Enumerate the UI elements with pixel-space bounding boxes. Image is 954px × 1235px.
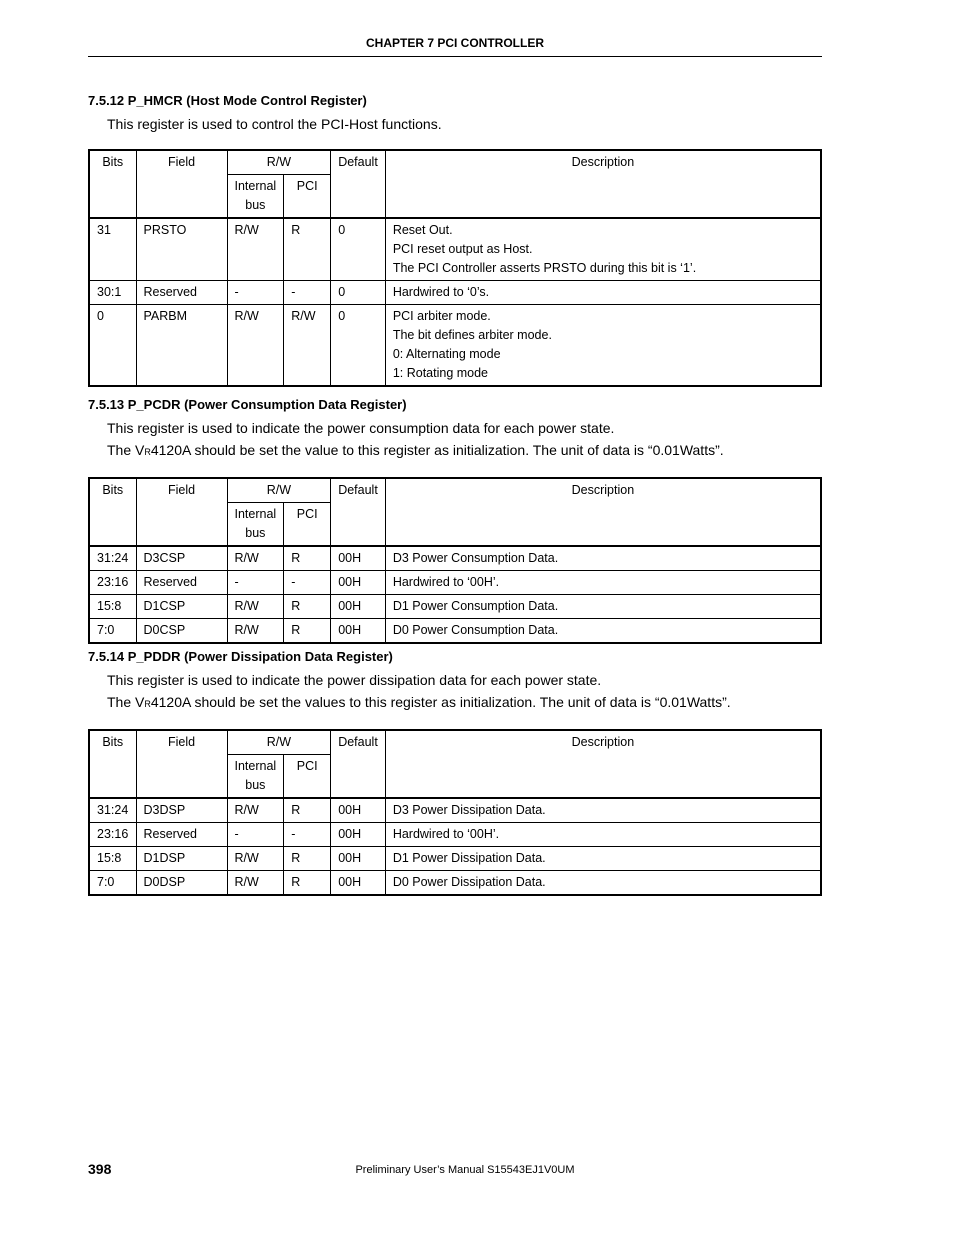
section-p-pddr xyxy=(88,649,822,896)
table-row xyxy=(89,823,821,847)
cell-bits: 7:0 xyxy=(89,871,136,896)
description-line: Reset Out. xyxy=(392,223,453,237)
cell-bits: 30:1 xyxy=(89,281,136,305)
header-pci: PCI xyxy=(284,503,331,547)
paragraph-text: The V xyxy=(107,442,145,458)
paragraph xyxy=(107,115,822,133)
paragraph xyxy=(107,671,822,689)
cell-default: 00H xyxy=(331,619,386,644)
section-title: 7.5.14 P_PDDR (Power Dissipation Data Register) xyxy=(88,649,393,664)
header-pci: PCI xyxy=(284,755,331,799)
cell-internal-bus: R/W xyxy=(227,546,284,571)
cell-internal-bus: R/W xyxy=(227,847,284,871)
description-line: D1 Power Dissipation Data. xyxy=(392,851,546,865)
cell-default: 00H xyxy=(331,546,386,571)
cell-pci: - xyxy=(284,571,331,595)
description-line: 1: Rotating mode xyxy=(392,366,489,380)
cell-field: D0CSP xyxy=(136,619,227,644)
cell-default: 00H xyxy=(331,798,386,823)
cell-internal-bus: R/W xyxy=(227,305,284,387)
cell-bits: 31 xyxy=(89,218,136,281)
section-title: 7.5.13 P_PCDR (Power Consumption Data Register) xyxy=(88,397,407,412)
cell-description xyxy=(385,798,821,823)
table-row xyxy=(89,546,821,571)
header-default: Default xyxy=(331,478,386,546)
page-number: 398 xyxy=(88,1161,112,1177)
table-row xyxy=(89,595,821,619)
cell-bits: 31:24 xyxy=(89,798,136,823)
cell-bits: 15:8 xyxy=(89,847,136,871)
paragraph-text-cont: 4120A should be set the value to this register as initialization. The unit of data is “0.01Watts”. xyxy=(150,442,724,458)
table-row xyxy=(89,871,821,896)
paragraph-text: This register is used to indicate the power consumption data for each power state. xyxy=(107,420,615,436)
paragraph xyxy=(107,419,822,437)
cell-pci: R/W xyxy=(284,305,331,387)
header-internal-bus: Internal bus xyxy=(227,503,284,547)
cell-bits: 23:16 xyxy=(89,823,136,847)
header-field: Field xyxy=(136,478,227,546)
cell-field: D1DSP xyxy=(136,847,227,871)
cell-description xyxy=(385,218,821,281)
paragraph-text: The V xyxy=(107,694,145,710)
header-rw: R/W xyxy=(227,730,331,755)
cell-internal-bus: R/W xyxy=(227,218,284,281)
section-p-hmcr xyxy=(88,93,822,387)
table-row xyxy=(89,847,821,871)
cell-internal-bus: R/W xyxy=(227,619,284,644)
cell-internal-bus: R/W xyxy=(227,798,284,823)
cell-description xyxy=(385,871,821,896)
cell-pci: R xyxy=(284,847,331,871)
description-line: D0 Power Consumption Data. xyxy=(392,623,559,637)
cell-field: Reserved xyxy=(136,571,227,595)
cell-description xyxy=(385,595,821,619)
cell-default: 00H xyxy=(331,595,386,619)
register-table xyxy=(88,477,822,644)
description-line: D3 Power Consumption Data. xyxy=(392,551,559,565)
header-pci: PCI xyxy=(284,175,331,219)
cell-bits: 31:24 xyxy=(89,546,136,571)
cell-pci: R xyxy=(284,871,331,896)
cell-default: 00H xyxy=(331,823,386,847)
section-p-pcdr xyxy=(88,397,822,644)
cell-description xyxy=(385,847,821,871)
cell-pci: - xyxy=(284,823,331,847)
cell-description xyxy=(385,546,821,571)
table-row xyxy=(89,619,821,644)
cell-description xyxy=(385,619,821,644)
register-table xyxy=(88,149,822,387)
manual-footer: Preliminary User’s Manual S15543EJ1V0UM xyxy=(355,1164,575,1176)
cell-pci: R xyxy=(284,798,331,823)
cell-field: PARBM xyxy=(136,305,227,387)
header-rw: R/W xyxy=(227,150,331,175)
description-line: D3 Power Dissipation Data. xyxy=(392,803,546,817)
chapter-header: CHAPTER 7 PCI CONTROLLER xyxy=(88,36,822,57)
cell-default: 00H xyxy=(331,571,386,595)
header-description: Description xyxy=(385,730,821,798)
header-description: Description xyxy=(385,478,821,546)
header-description: Description xyxy=(385,150,821,218)
cell-internal-bus: - xyxy=(227,571,284,595)
cell-field: D3DSP xyxy=(136,798,227,823)
cell-field: D0DSP xyxy=(136,871,227,896)
cell-default: 0 xyxy=(331,281,386,305)
cell-pci: R xyxy=(284,218,331,281)
header-field: Field xyxy=(136,730,227,798)
cell-description xyxy=(385,281,821,305)
cell-bits: 15:8 xyxy=(89,595,136,619)
paragraph xyxy=(107,693,822,713)
description-line: Hardwired to ‘00H’. xyxy=(392,827,500,841)
cell-description xyxy=(385,305,821,387)
cell-field: Reserved xyxy=(136,281,227,305)
cell-description xyxy=(385,571,821,595)
table-row xyxy=(89,218,821,281)
header-bits: Bits xyxy=(89,730,136,798)
description-line: The PCI Controller asserts PRSTO during this bit is ‘1’. xyxy=(392,261,697,275)
cell-description xyxy=(385,823,821,847)
table-row xyxy=(89,305,821,387)
cell-field: D3CSP xyxy=(136,546,227,571)
cell-default: 0 xyxy=(331,305,386,387)
table-row xyxy=(89,281,821,305)
cell-default: 00H xyxy=(331,847,386,871)
table-row xyxy=(89,798,821,823)
description-line: The bit defines arbiter mode. xyxy=(392,328,552,342)
description-line: Hardwired to ‘00H’. xyxy=(392,575,500,589)
table-row xyxy=(89,571,821,595)
subscript: R xyxy=(144,699,151,709)
cell-pci: R xyxy=(284,595,331,619)
description-line: Hardwired to ‘0’s. xyxy=(392,285,490,299)
paragraph-text-cont: 4120A should be set the values to this register as initialization. The unit of data is “0.01Watts”. xyxy=(150,694,731,710)
header-internal-bus: Internal bus xyxy=(227,175,284,219)
subscript: R xyxy=(144,447,151,457)
header-rw: R/W xyxy=(227,478,331,503)
cell-default: 0 xyxy=(331,218,386,281)
section-title: 7.5.12 P_HMCR (Host Mode Control Register) xyxy=(88,93,367,108)
cell-bits: 7:0 xyxy=(89,619,136,644)
paragraph-text: This register is used to indicate the power dissipation data for each power state. xyxy=(107,672,602,688)
header-default: Default xyxy=(331,730,386,798)
description-line: PCI arbiter mode. xyxy=(392,309,491,323)
header-internal-bus: Internal bus xyxy=(227,755,284,799)
description-line: 0: Alternating mode xyxy=(392,347,501,361)
header-field: Field xyxy=(136,150,227,218)
cell-default: 00H xyxy=(331,871,386,896)
header-default: Default xyxy=(331,150,386,218)
cell-bits: 0 xyxy=(89,305,136,387)
cell-pci: R xyxy=(284,546,331,571)
register-table xyxy=(88,729,822,896)
paragraph-text: This register is used to control the PCI-Host functions. xyxy=(107,116,442,132)
cell-internal-bus: R/W xyxy=(227,595,284,619)
description-line: D1 Power Consumption Data. xyxy=(392,599,559,613)
cell-bits: 23:16 xyxy=(89,571,136,595)
cell-pci: R xyxy=(284,619,331,644)
description-line: PCI reset output as Host. xyxy=(392,242,533,256)
header-bits: Bits xyxy=(89,478,136,546)
cell-pci: - xyxy=(284,281,331,305)
cell-field: D1CSP xyxy=(136,595,227,619)
paragraph xyxy=(107,441,822,461)
header-bits: Bits xyxy=(89,150,136,218)
description-line: D0 Power Dissipation Data. xyxy=(392,875,546,889)
cell-field: Reserved xyxy=(136,823,227,847)
cell-internal-bus: - xyxy=(227,281,284,305)
cell-internal-bus: - xyxy=(227,823,284,847)
cell-internal-bus: R/W xyxy=(227,871,284,896)
cell-field: PRSTO xyxy=(136,218,227,281)
